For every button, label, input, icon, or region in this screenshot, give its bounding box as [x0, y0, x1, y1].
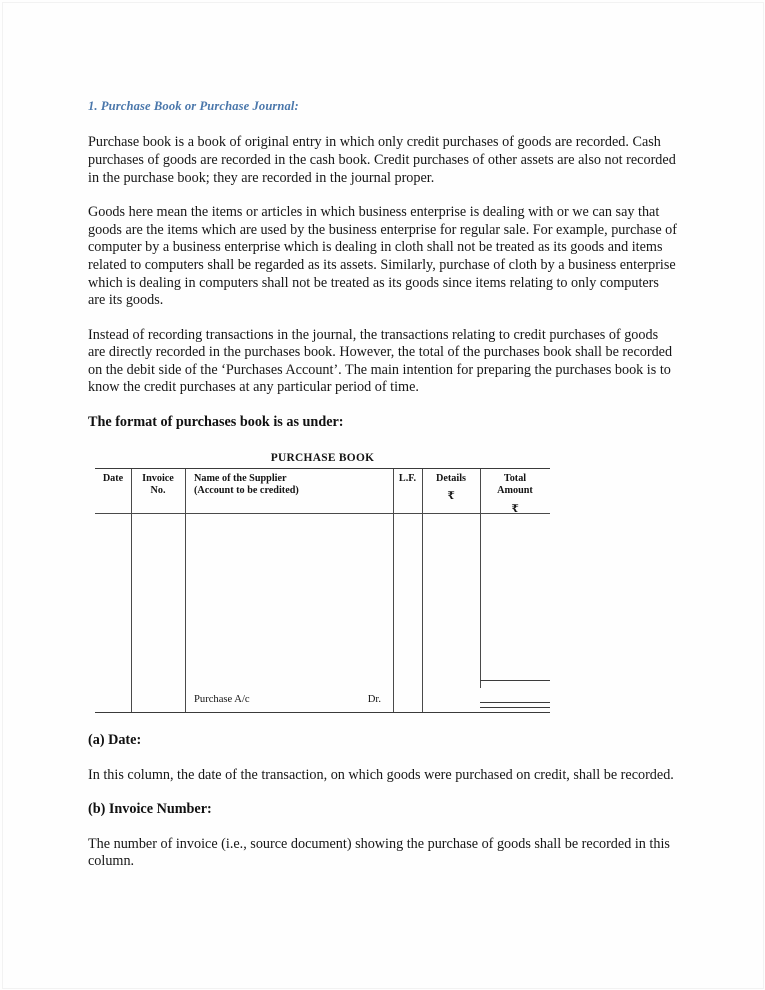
- format-intro-heading: The format of purchases book is as under:: [88, 414, 344, 431]
- definition-text-invoice-number: The number of invoice (i.e., source document) showing the purchase of goods shall be recorded in this column.: [88, 835, 670, 870]
- column-header-supplier-sub: (Account to be credited): [194, 485, 299, 497]
- column-header-invoice-no: [131, 473, 185, 498]
- purchase-book-ledger: [95, 468, 550, 713]
- posting-debit-label: Dr.: [367, 694, 381, 705]
- column-header-date-label: Date: [102, 473, 124, 484]
- document-body-upper: [88, 98, 678, 449]
- column-header-supplier: [185, 473, 393, 498]
- column-header-invoice-sub: No.: [150, 485, 166, 497]
- column-divider-supplier: [393, 469, 394, 712]
- paragraph-purchase-book-definition: Purchase book is a book of original entry in which only credit purchases of goods are recorded. Cash purchases of goods are recorded in the cash book. Credit purchases of other assets are also not recorded in the purchase book; they are recorded in the journal proper.: [88, 134, 676, 186]
- paragraph-goods-meaning: Goods here mean the items or articles in which business enterprise is dealing with or we can say that goods are the items which are used by the business enterprise for regular sale. For example, purchase of computer by a business enterprise which is dealing in cloth shall not be treated as its goods and items related to computers shall be regarded as its assets. Similarly, purchase of cloth by a business enterprise which is dealing in computers shall not be treated as its goods since items relating to only computers are its goods.: [88, 204, 677, 309]
- document-body-lower: [88, 732, 678, 888]
- column-divider-date: [131, 469, 132, 712]
- column-header-lf: [393, 473, 422, 485]
- posting-row: [185, 694, 393, 708]
- total-column-double-rule: [480, 702, 550, 708]
- column-header-total-amount: [480, 473, 550, 516]
- section-heading: 1. Purchase Book or Purchase Journal:: [88, 99, 299, 113]
- column-header-lf-label: L.F.: [398, 473, 417, 484]
- column-divider-lf: [422, 469, 423, 712]
- rupee-symbol-icon-total: ₹: [511, 503, 519, 515]
- column-header-date: [95, 473, 131, 485]
- table-title: PURCHASE BOOK: [270, 452, 375, 464]
- purchase-book-table-block: [95, 452, 550, 713]
- column-header-supplier-label: Name of the Supplier: [194, 473, 287, 484]
- definition-heading-invoice-number: (b) Invoice Number:: [88, 801, 212, 818]
- column-header-details: [422, 473, 480, 504]
- paragraph-recording-method: Instead of recording transactions in the journal, the transactions relating to credit purchases of goods are directly recorded in the purchases book. However, the total of the purchases book shall be recorded on the debit side of the ‘Purchases Account’. The main intention for preparing the purchases book is to know the credit purchases at any particular period of time.: [88, 326, 673, 396]
- column-header-total-label: Total: [503, 473, 527, 484]
- rupee-symbol-icon-details: ₹: [447, 491, 455, 503]
- column-header-invoice-label: Invoice: [142, 473, 174, 484]
- posting-account-label: Purchase A/c: [194, 694, 250, 705]
- column-header-details-label: Details: [436, 473, 466, 484]
- definition-heading-date: (a) Date:: [88, 732, 142, 748]
- definition-text-date: In this column, the date of the transaction, on which goods were purchased on credit, shall be recorded.: [88, 766, 674, 783]
- total-column-subtotal-rule: [480, 680, 550, 681]
- column-header-total-sub: Amount: [497, 485, 533, 497]
- column-divider-invoice: [185, 469, 186, 712]
